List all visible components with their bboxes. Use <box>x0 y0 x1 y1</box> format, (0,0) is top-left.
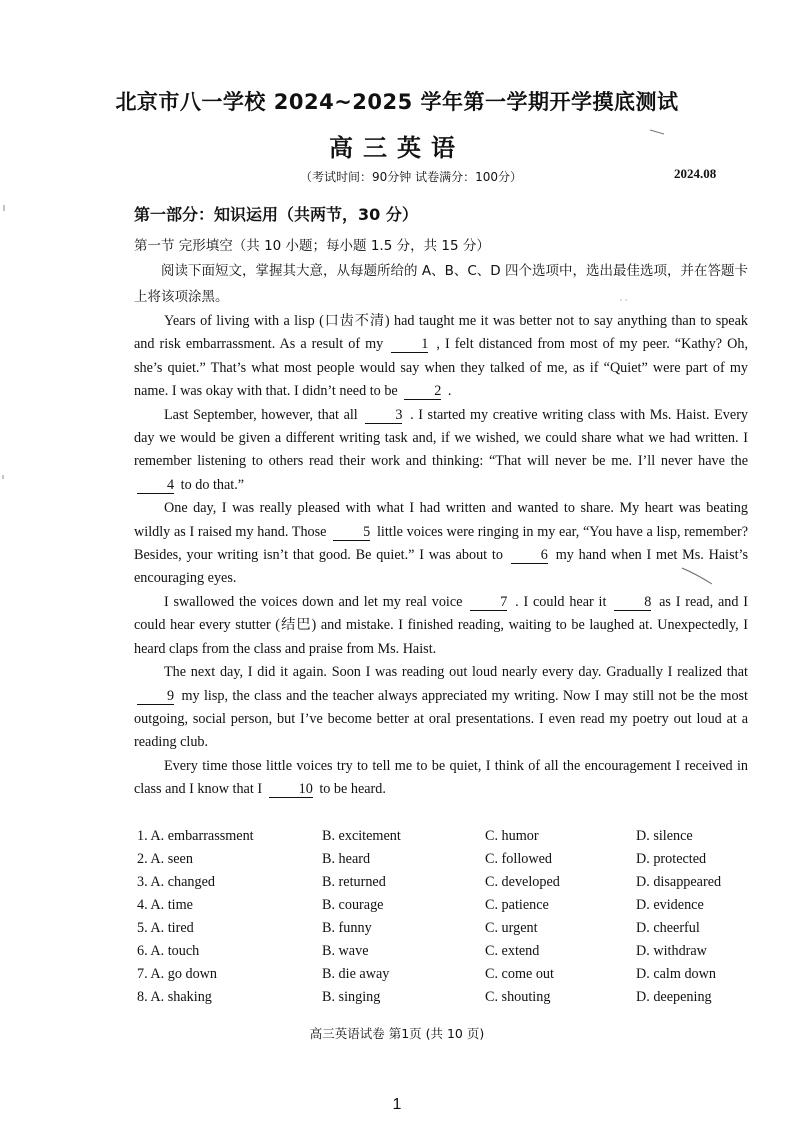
passage-text: as I read, and I could hear every stutter (结巴) and mistake. I finished reading, waiting to be laughed at. Unexpectedly, I heard claps from the class and praise from Ms. Haist. <box>134 593 749 657</box>
passage-text: One day, I was really pleased with what I had written and wanted to share. My heart was beating wildly as I raised my hand. Those <box>134 500 748 540</box>
option-row-5 <box>137 920 757 943</box>
blank-2: 2 <box>404 383 441 400</box>
passage-text: little voices were ringing in my ear, “You have a lisp, remember? Besides, your writing isn’t that good. Be quiet.” I was about to <box>134 523 748 564</box>
option-c: C. humor <box>485 828 539 844</box>
blank-4: 4 <box>137 477 174 494</box>
option-row-6 <box>137 943 757 966</box>
passage-paragraph <box>134 755 748 802</box>
option-d: D. cheerful <box>636 920 700 936</box>
option-a: 3. A. changed <box>137 874 216 890</box>
passage-text: , I felt distanced from most of my peer. “Kathy? Oh, she’s quiet.” That’s what most people would say when they talked of me, as if “Quiet” were part of my name. I was okay with that. I didn’t need to be <box>134 336 749 400</box>
blank-7: 7 <box>470 594 507 611</box>
exam-date: 2024.08 <box>674 166 717 181</box>
option-a: 8. A. shaking <box>137 989 212 1005</box>
option-c: C. come out <box>485 966 554 982</box>
option-d: D. deepening <box>636 989 712 1005</box>
passage-text: to be heard. <box>319 781 386 798</box>
page-number: 1 <box>392 1096 402 1113</box>
option-c: C. patience <box>485 897 549 913</box>
school-title: 北京市八一学校 2024~2025 学年第一学期开学摸底测试 <box>115 90 679 114</box>
option-b: B. singing <box>322 989 381 1005</box>
option-b: B. courage <box>322 897 384 913</box>
passage-paragraph <box>134 404 748 498</box>
blank-5: 5 <box>333 524 370 541</box>
option-c: C. urgent <box>485 920 538 936</box>
page-footer: 高三英语试卷 第1页 (共 10 页) <box>309 1026 485 1041</box>
option-row-8 <box>137 989 757 1012</box>
passage-text: Last September, however, that all <box>164 406 358 423</box>
option-row-1 <box>137 828 757 851</box>
option-b: B. die away <box>322 966 390 982</box>
exam-info: （考试时间：90分钟 试卷满分：100分） <box>300 170 522 184</box>
option-a: 1. A. embarrassment <box>137 828 254 844</box>
passage-text: my hand when I met Ms. Haist’s encouraging eyes. <box>134 547 749 587</box>
passage-text: Every time those little voices try to tell me to be quiet, I think of all the encouragement I received in class and I know that I <box>134 757 748 798</box>
option-d: D. protected <box>636 851 707 867</box>
option-b: B. funny <box>322 920 372 936</box>
instructions: 阅读下面短文，掌握其大意，从每题所给的 A、B、C、D 四个选项中，选出最佳选项，并在答题卡上将该项涂黑。 <box>134 263 748 305</box>
option-b: B. heard <box>322 851 371 867</box>
passage-paragraph <box>134 310 748 404</box>
option-row-7 <box>137 966 757 989</box>
passage-text: my lisp, the class and the teacher always appreciated my writing. Now I may still not be the most outgoing, social person, but I’ve become better at oral presentations. I even read my poetry out loud at a reading club. <box>134 687 748 751</box>
section-one-title: 第一节 完形填空（共 10 小题；每小题 1.5 分，共 15 分） <box>134 238 490 254</box>
option-b: B. returned <box>322 874 386 890</box>
blank-1: 1 <box>391 336 428 353</box>
blank-9: 9 <box>137 688 174 705</box>
answer-options <box>137 828 757 1012</box>
option-a: 4. A. time <box>137 897 193 913</box>
option-b: B. excitement <box>322 828 401 844</box>
passage-text: . <box>447 383 452 400</box>
option-row-3 <box>137 874 757 897</box>
cloze-passage <box>134 310 748 802</box>
subject-title: 高三英语 <box>329 133 465 162</box>
option-a: 7. A. go down <box>137 966 218 982</box>
passage-paragraph <box>134 591 748 661</box>
option-c: C. shouting <box>485 989 551 1005</box>
option-a: 5. A. tired <box>137 920 194 936</box>
option-d: D. evidence <box>636 897 704 913</box>
option-c: C. extend <box>485 943 540 959</box>
option-row-2 <box>137 851 757 874</box>
blank-6: 6 <box>511 547 548 564</box>
option-d: D. disappeared <box>636 874 722 890</box>
passage-text: to do that.” <box>180 476 245 493</box>
option-d: D. silence <box>636 828 693 844</box>
passage-text: I swallowed the voices down and let my real voice <box>164 593 463 610</box>
option-a: 6. A. touch <box>137 943 200 959</box>
passage-paragraph <box>134 497 748 591</box>
blank-3: 3 <box>365 407 402 424</box>
blank-10: 10 <box>269 781 313 798</box>
passage-text: Years of living with a lisp (口齿不清) had taught me it was better not to say anything than to speak and risk embarrassment. As a result of my <box>134 313 748 353</box>
option-d: D. calm down <box>636 966 716 982</box>
option-c: C. developed <box>485 874 560 890</box>
passage-paragraph <box>134 661 748 755</box>
passage-text: The next day, I did it again. Soon I was reading out loud nearly every day. Gradually I realized that <box>164 664 748 681</box>
option-d: D. withdraw <box>636 943 707 959</box>
passage-text: . I started my creative writing class with Ms. Haist. Every day we would be given a different writing task and, if we wished, we could share what we had written. I remember listening to others read their work and thinking: “That will never be me. I’ll never have the <box>134 406 749 470</box>
part-one-title: 第一部分：知识运用（共两节，30 分） <box>134 205 418 224</box>
option-row-4 <box>137 897 757 920</box>
blank-8: 8 <box>614 594 651 611</box>
passage-text: . I could hear it <box>515 593 607 610</box>
option-c: C. followed <box>485 851 552 867</box>
option-b: B. wave <box>322 943 369 959</box>
option-a: 2. A. seen <box>137 851 193 867</box>
